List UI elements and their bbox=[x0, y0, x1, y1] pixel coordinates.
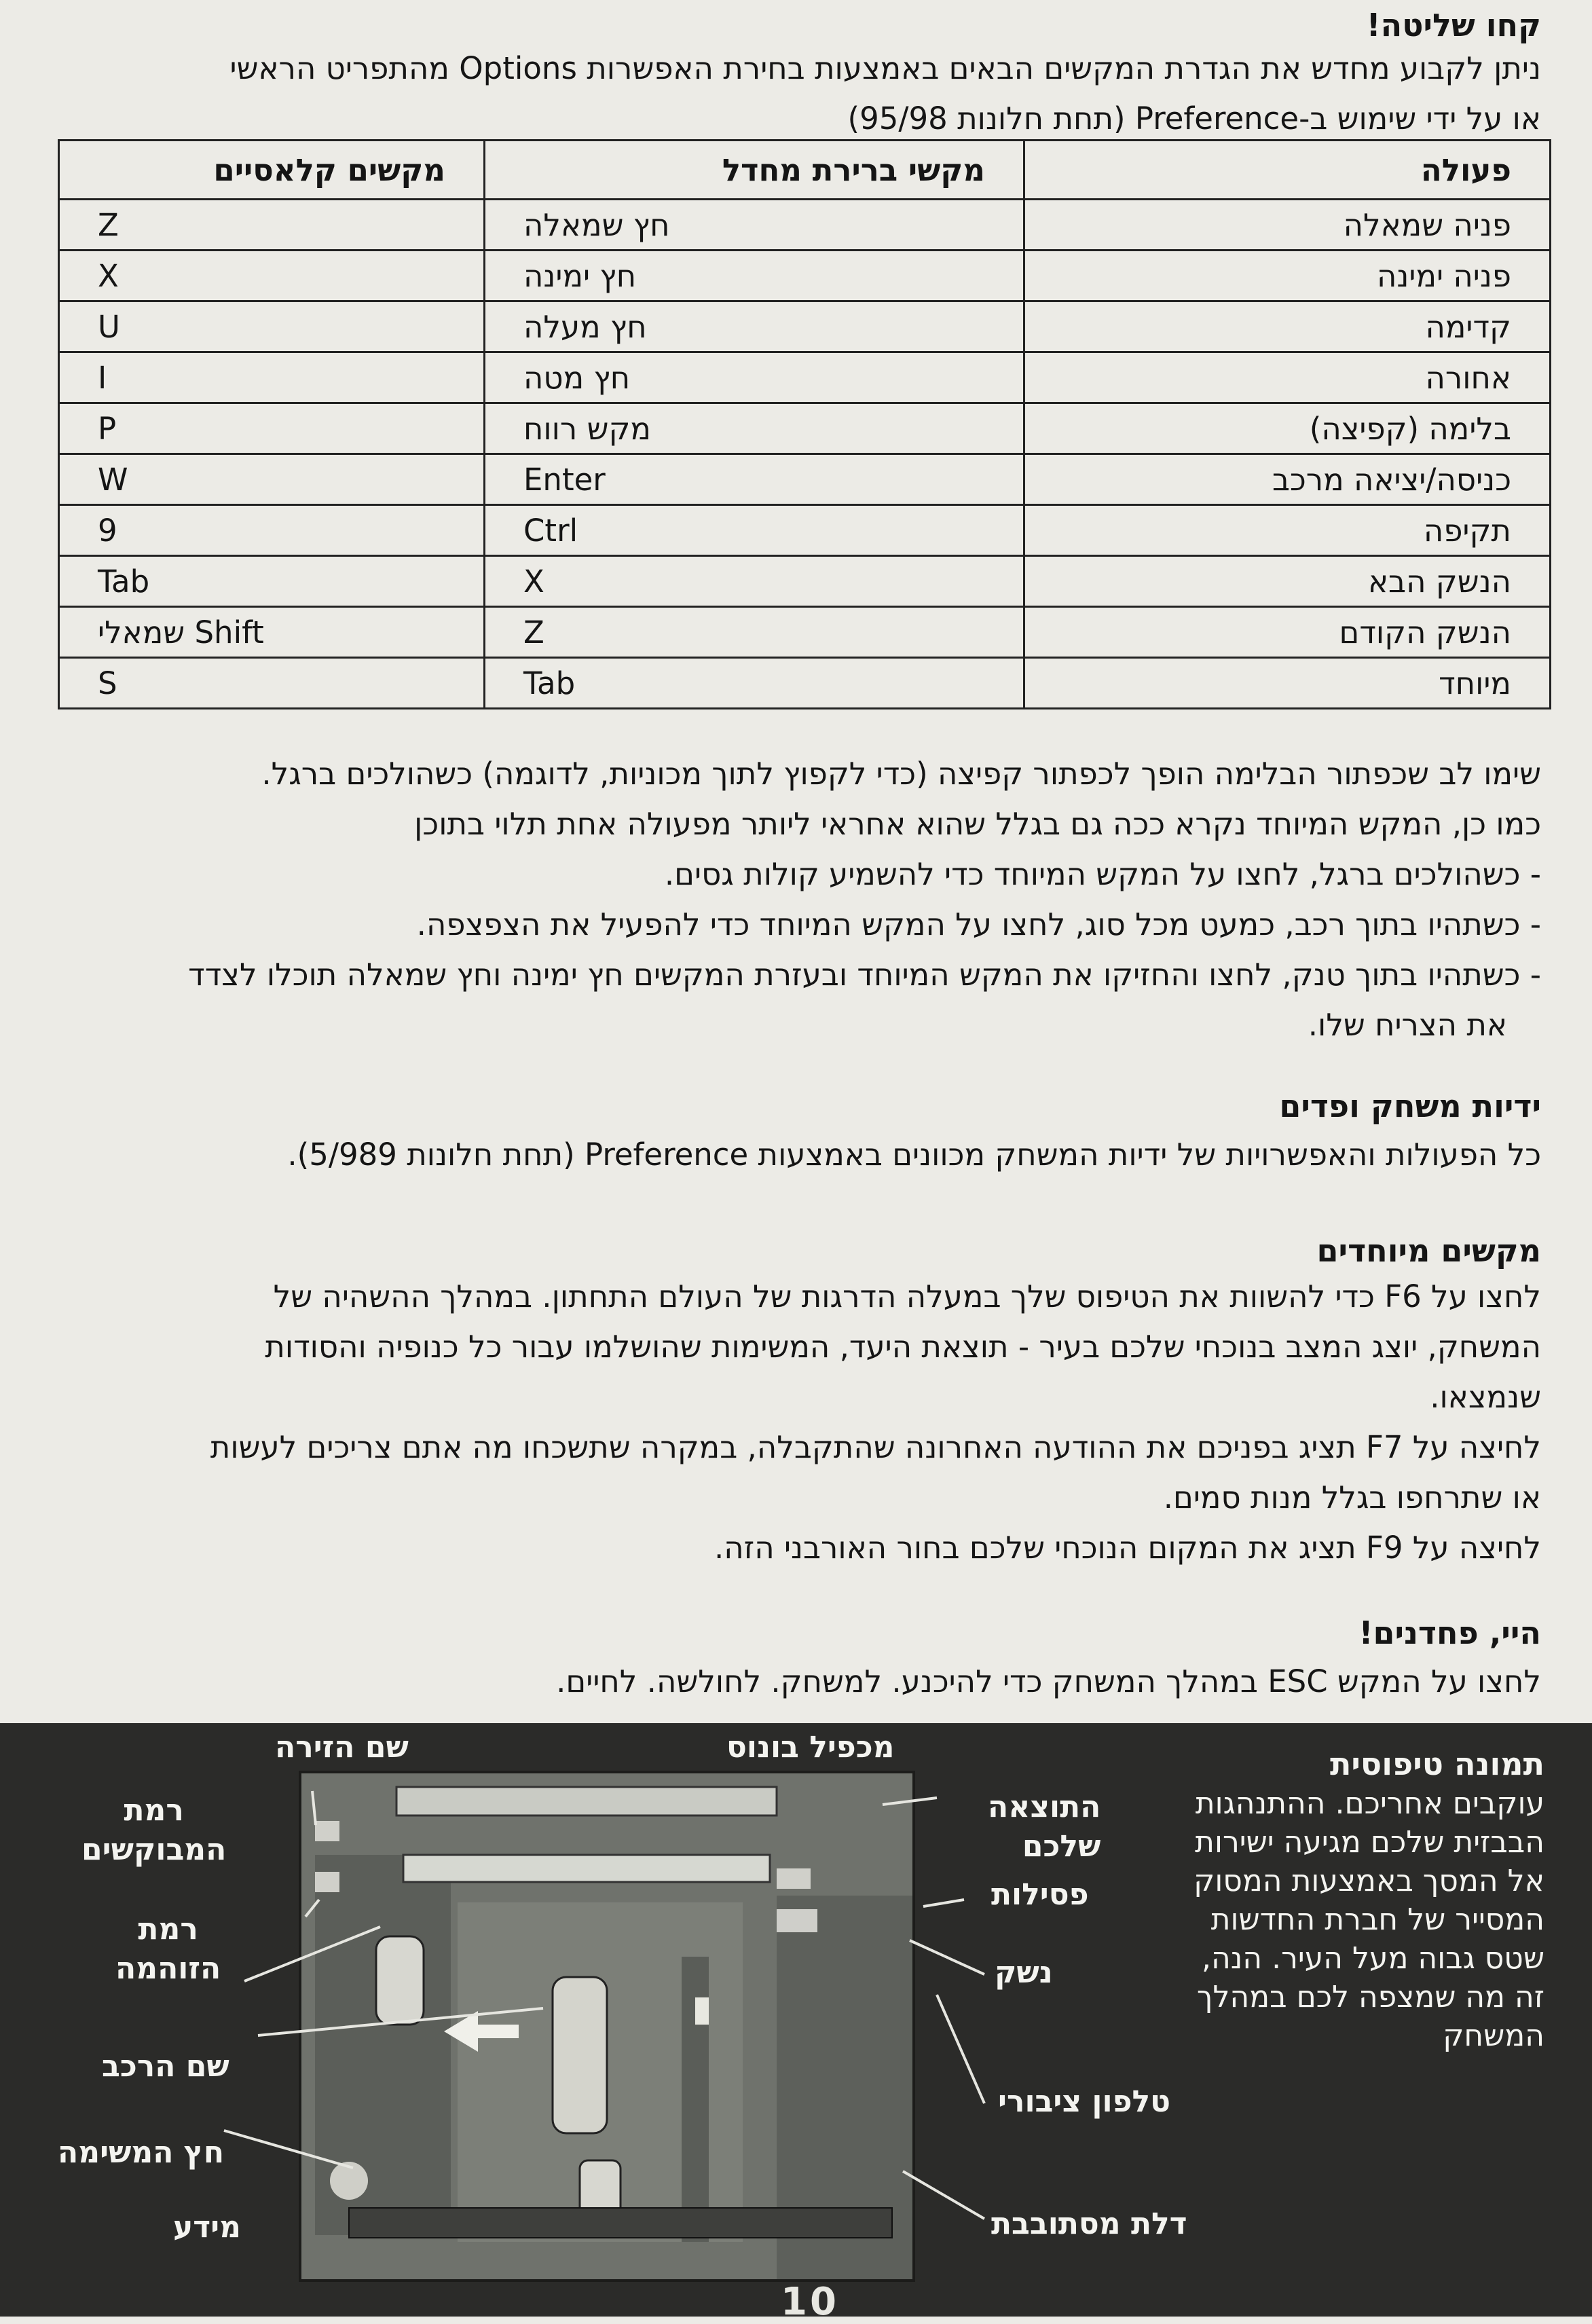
caption-line: המשחק bbox=[1443, 2018, 1544, 2053]
notes-block bbox=[48, 749, 1541, 1050]
label-fines: פסילות bbox=[991, 1877, 1089, 1912]
special-line: שנמצאו. bbox=[1430, 1379, 1541, 1415]
cell-action: הנשק הבא bbox=[1024, 556, 1551, 607]
cell-action: קדימה bbox=[1024, 301, 1551, 352]
cell-classic: P bbox=[59, 403, 485, 454]
special-line: לחיצה על F7 תציג בפניכם את ההודעה האחרונה שהתקבלה, במקרה שתשכחו מה אתם צריכים לעשות bbox=[210, 1429, 1541, 1465]
cell-default: Ctrl bbox=[485, 505, 1024, 556]
cell-action: תקיפה bbox=[1024, 505, 1551, 556]
note-line: כמו כן, המקש המיוחד נקרא ככה גם בגלל שהוא אחראי ליותר מפעולה אחת תלוי בתוכן bbox=[414, 806, 1541, 842]
label-mission-arrow: חץ המשימה bbox=[58, 2135, 225, 2170]
caption-line: שטס גבוה מעל העיר. הנה, bbox=[1202, 1941, 1544, 1976]
table-row bbox=[59, 454, 1551, 505]
table-row bbox=[59, 505, 1551, 556]
note-line: שימו לב שכפתור הבלימה הופך לכפתור קפיצה (כדי לקפוץ לתוך מכוניות, לדוגמה) כשהולכים ברגל. bbox=[261, 756, 1541, 792]
special-line: לחיצה על F9 תציג את המקום הנוכחי שלכם בחור האורבני הזה. bbox=[714, 1530, 1541, 1566]
leader-fines bbox=[923, 1900, 964, 1906]
cell-classic: 9 bbox=[59, 505, 485, 556]
cell-classic: I bbox=[59, 352, 485, 403]
cell-classic: Tab bbox=[59, 556, 485, 607]
cell-default: מקש רווח bbox=[485, 403, 1024, 454]
label-weapon: נשק bbox=[995, 1955, 1053, 1990]
caption-line: הבבזית שלכם מגיעה ישירות bbox=[1195, 1825, 1544, 1860]
label-bonus-multiplier: מכפיל בונוס bbox=[726, 1730, 895, 1765]
cell-action: פניה ימינה bbox=[1024, 251, 1551, 301]
caption-line: זה מה שמצפה לכם במהלך bbox=[1196, 1980, 1544, 2014]
cell-default: Enter bbox=[485, 454, 1024, 505]
header-default-keys: מקשי ברירת מחדל bbox=[485, 141, 1024, 200]
header-action: פעולה bbox=[1024, 141, 1551, 200]
options-line: כל הפעולות והאפשרויות של ידיות המשחק מכוונים באמצעות Preference (תחת חלונות 5/989). bbox=[287, 1137, 1541, 1173]
special-line: או שתרחפו בגלל מנות סמים. bbox=[1163, 1479, 1541, 1515]
leader-door bbox=[903, 2171, 984, 2219]
cell-default: Tab bbox=[485, 658, 1024, 709]
section-options-text bbox=[48, 1130, 1541, 1180]
leader-payphone bbox=[937, 1995, 984, 2103]
cell-default: חץ שמאלה bbox=[485, 200, 1024, 251]
section-special-title: מקשים מיוחדים bbox=[1316, 1232, 1541, 1269]
label-payphone: טלפון ציבורי bbox=[998, 2084, 1171, 2119]
key-table-header bbox=[59, 141, 1551, 200]
label-arena-name: שם הזירה bbox=[275, 1730, 409, 1765]
special-line: לחצו על F6 כדי להשוות את הטיפוס שלך במעלה הדרגות של העולם התחתון. במהלך ההשהיה של bbox=[273, 1278, 1541, 1314]
leader-score bbox=[883, 1798, 937, 1805]
section-hey-text bbox=[48, 1657, 1541, 1707]
label-your-score: התוצאה שלכם bbox=[988, 1790, 1101, 1864]
cell-action: מיוחד bbox=[1024, 658, 1551, 709]
hey-line: לחצו על המקש ESC במהלך המשחק כדי להיכנע. למשחק. לחולשה. לחיים. bbox=[556, 1663, 1541, 1699]
cell-classic: Z bbox=[59, 200, 485, 251]
cell-classic: Shift שמאלי bbox=[59, 607, 485, 658]
cell-action: כניסה/יציאה מרכב bbox=[1024, 454, 1551, 505]
note-bullet-continuation: את הצריח שלו. bbox=[1308, 1007, 1507, 1043]
cell-classic: X bbox=[59, 251, 485, 301]
table-row bbox=[59, 658, 1551, 709]
note-bullet: - כשתהיו בתוך רכב, כמעט מכל סוג, לחצו על המקש המיוחד כדי להפעיל את הצפצפה. bbox=[416, 906, 1541, 942]
table-row bbox=[59, 352, 1551, 403]
intro-line: ניתן לקבוע מחדש את הגדרת המקשים הבאים באמצעות בחירת האפשרות Options מהתפריט הראשי bbox=[229, 50, 1541, 86]
label-vehicle-name: שם הרכב bbox=[102, 2049, 229, 2084]
table-row bbox=[59, 556, 1551, 607]
table-row bbox=[59, 251, 1551, 301]
special-line: המשחק, יוצג המצב בנוכחי שלכם בעיר - תוצאת היעד, המשימות שהושלמו עבור כל כנופיה והסודות bbox=[265, 1329, 1541, 1365]
section-controls-intro bbox=[48, 43, 1541, 144]
intro-line: או על ידי שימוש ב-Preference (תחת חלונות 95/98) bbox=[847, 100, 1541, 136]
cell-action: אחורה bbox=[1024, 352, 1551, 403]
caption-line: אל המסך באמצעות המסוק bbox=[1193, 1864, 1544, 1898]
leader-identification bbox=[306, 1900, 319, 1917]
panel-caption-title: תמונה טיפוסית bbox=[1329, 1746, 1544, 1782]
leader-mission bbox=[258, 2008, 543, 2035]
key-table bbox=[58, 139, 1551, 709]
screenshot-panel bbox=[0, 1723, 1592, 2317]
caption-line: עוקבים אחריכם. ההתנהגות bbox=[1195, 1786, 1544, 1821]
section-controls-title: קחו שליטה! bbox=[1366, 7, 1541, 43]
cell-default: Z bbox=[485, 607, 1024, 658]
cell-default: X bbox=[485, 556, 1024, 607]
table-row bbox=[59, 403, 1551, 454]
header-classic-keys: מקשים קלאסיים bbox=[59, 141, 485, 200]
section-options-title: ידיות משחק ופדים bbox=[1279, 1088, 1541, 1124]
cell-action: הנשק הקודם bbox=[1024, 607, 1551, 658]
note-bullet: - כשתהיו בתוך טנק, לחצו והחזיקו את המקש המיוחד ובעזרת המקשים חץ ימינה וחץ שמאלה תוכלו לצדד bbox=[188, 957, 1541, 993]
table-row bbox=[59, 301, 1551, 352]
cell-default: חץ מטה bbox=[485, 352, 1024, 403]
label-info: מידע bbox=[173, 2210, 241, 2245]
leader-info bbox=[224, 2131, 353, 2168]
cell-classic: U bbox=[59, 301, 485, 352]
section-hey-title: היי, פחדנים! bbox=[1358, 1615, 1541, 1651]
label-revolving-door: דלת מסתובבת bbox=[991, 2207, 1187, 2241]
note-bullet: - כשהולכים ברגל, לחצו על המקש המיוחד כדי להשמיע קולות גסים. bbox=[664, 856, 1541, 892]
page-number: 10 bbox=[781, 2280, 839, 2324]
cell-action: בלימה (קפיצה) bbox=[1024, 403, 1551, 454]
cell-classic: S bbox=[59, 658, 485, 709]
label-wanted-level: רמת המבוקשים bbox=[81, 1793, 227, 1867]
table-row bbox=[59, 200, 1551, 251]
cell-default: חץ ימינה bbox=[485, 251, 1024, 301]
section-special-text bbox=[48, 1272, 1541, 1573]
cell-default: חץ מעלה bbox=[485, 301, 1024, 352]
leader-vehicle-name bbox=[244, 1927, 380, 1981]
cell-classic: W bbox=[59, 454, 485, 505]
caption-line: המסייר של חברת החדשות bbox=[1210, 1902, 1544, 1937]
leader-wanted bbox=[312, 1791, 316, 1825]
label-identification-level: רמת הזוהמה bbox=[115, 1912, 221, 1986]
table-row bbox=[59, 607, 1551, 658]
cell-action: פניה שמאלה bbox=[1024, 200, 1551, 251]
leader-weapon bbox=[910, 1940, 984, 1974]
